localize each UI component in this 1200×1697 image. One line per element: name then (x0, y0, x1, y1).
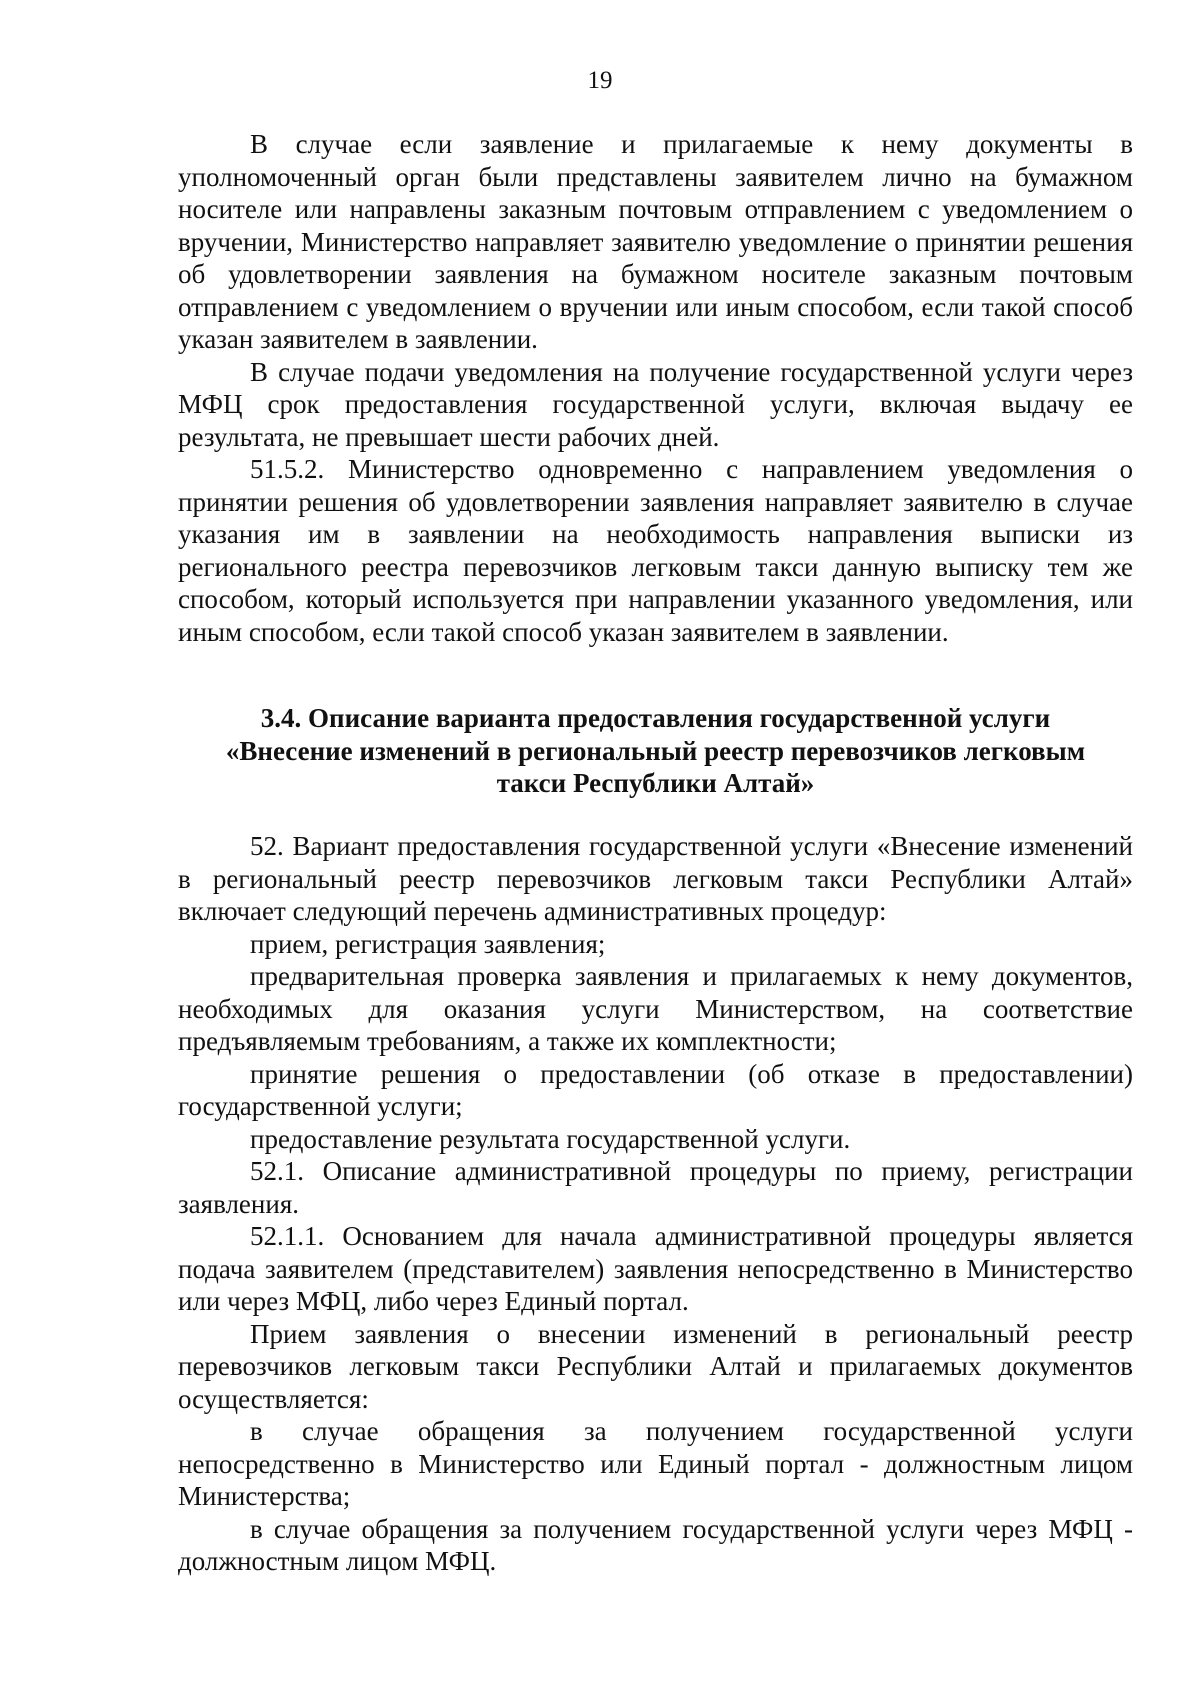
paragraph: 52. Вариант предоставления государственной услуги «Внесение изменений в региональный реестр перевозчиков легковым такси Республики Алтай» включает следующий перечень административных процедур: (178, 831, 1133, 926)
paragraph: в случае обращения за получением государственной услуги непосредственно в Министерство или Единый портал - должностным лицом Министерства; (178, 1416, 1133, 1511)
section-heading-line: «Внесение изменений в региональный реестр перевозчиков легковым (225, 735, 1086, 766)
section-heading (178, 702, 1133, 800)
top-text-block (178, 128, 1133, 648)
bottom-text-block (178, 830, 1133, 1578)
paragraph: 52.1.1. Основанием для начала административной процедуры является подача заявителем (представителем) заявления непосредственно в Министерство или через МФЦ, либо через Единый портал. (178, 1221, 1133, 1316)
paragraph: принятие решения о предоставлении (об отказе в предоставлении) государственной услуги; (178, 1058, 1133, 1121)
paragraph: в случае обращения за получением государственной услуги через МФЦ - должностным лицом МФЦ. (178, 1513, 1133, 1576)
paragraph: прием, регистрация заявления; (250, 928, 606, 959)
paragraph: 52.1. Описание административной процедуры по приему, регистрации заявления. (178, 1156, 1133, 1219)
paragraph: В случае если заявление и прилагаемые к нему документы в уполномоченный орган были представлены заявителем лично на бумажном носителе или направлены заказным почтовым отправлением с уведомлением о вручении, Министерство направляет заявителю уведомление о принятии решения об удовлетворении заявления на бумажном носителе заказным почтовым отправлением с уведомлением о вручении или иным способом, если такой способ указан заявителем в заявлении. (178, 129, 1133, 354)
paragraph: предоставление результата государственной услуги. (250, 1123, 851, 1154)
paragraph: В случае подачи уведомления на получение государственной услуги через МФЦ срок предоставления государственной услуги, включая выдачу ее результата, не превышает шести рабочих дней. (178, 356, 1133, 452)
section-heading-line: такси Республики Алтай» (496, 768, 815, 798)
paragraph: Прием заявления о внесении изменений в региональный реестр перевозчиков легковым такси Республики Алтай и прилагаемых документов осуществляется: (178, 1318, 1133, 1414)
page-number: 19 (587, 67, 613, 94)
section-heading-line: 3.4. Описание варианта предоставления государственной услуги (260, 703, 1051, 733)
paragraph: предварительная проверка заявления и прилагаемых к нему документов, необходимых для оказания услуги Министерством, на соответствие предъявляемым требованиям, а также их комплектности; (178, 961, 1133, 1056)
paragraph: 51.5.2. Министерство одновременно с направлением уведомления о принятии решения об удовлетворении заявления направляет заявителю в случае указания им в заявлении на необходимость направления выписки из регионального реестра перевозчиков легковым такси данную выписку тем же способом, который используется при направлении указанного уведомления, или иным способом, если такой способ указан заявителем в заявлении. (178, 454, 1133, 647)
